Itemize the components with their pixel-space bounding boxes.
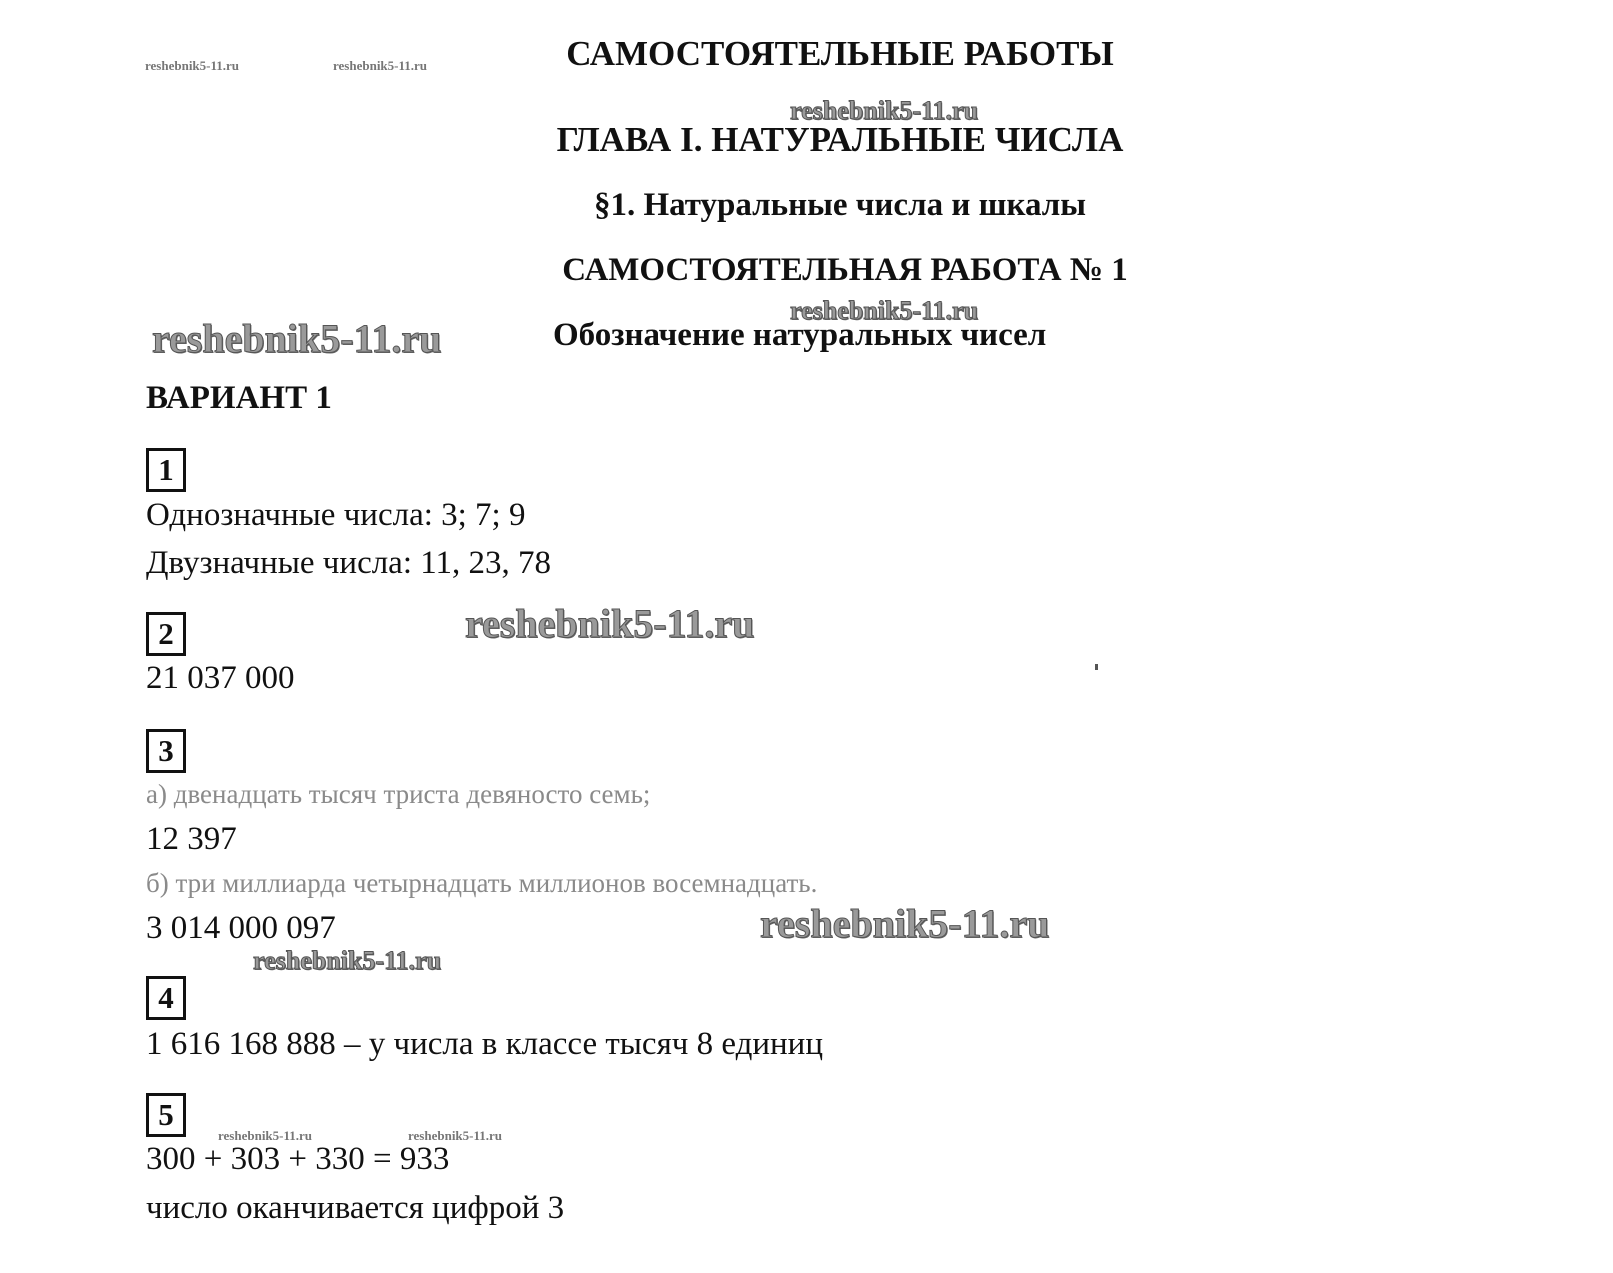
task-number: 5 (146, 1093, 186, 1137)
task-number: 4 (146, 976, 186, 1020)
task-1-line-2: Двузначные числа: 11, 23, 78 (146, 545, 552, 581)
task-3-answer-b: 3 014 000 097 (146, 910, 336, 946)
task-number: 2 (146, 612, 186, 656)
task-number: 3 (146, 729, 186, 773)
task-3-answer-a: 12 397 (146, 821, 237, 857)
task-2-answer: 21 037 000 (146, 660, 295, 696)
watermark-large: reshebnik5-11.ru (760, 901, 1050, 946)
task-5-line-2: число оканчивается цифрой 3 (146, 1190, 565, 1226)
watermark-large: reshebnik5-11.ru (152, 316, 442, 361)
watermark-small: reshebnik5-11.ru (333, 58, 428, 73)
work-title: САМОСТОЯТЕЛЬНАЯ РАБОТА № 1 (562, 252, 1128, 288)
task-3-question-a: а) двенадцать тысяч триста девяносто семь; (146, 779, 651, 809)
chapter-title: ГЛАВА I. НАТУРАЛЬНЫЕ ЧИСЛА (556, 120, 1124, 159)
watermark: reshebnik5-11.ru (790, 96, 979, 125)
section-title: §1. Натуральные числа и шкалы (593, 187, 1087, 223)
page-title: САМОСТОЯТЕЛЬНЫЕ РАБОТЫ (566, 34, 1114, 73)
task-5-line-1: 300 + 303 + 330 = 933 (146, 1141, 450, 1177)
watermark: reshebnik5-11.ru (790, 296, 979, 325)
task-1-line-1: Однозначные числа: 3; 7; 9 (146, 497, 526, 533)
variant-label: ВАРИАНТ 1 (146, 380, 332, 416)
task-3-question-b: б) три миллиарда четырнадцать миллионов восемнадцать. (146, 868, 818, 898)
speck (1095, 664, 1098, 670)
task-number: 1 (146, 448, 186, 492)
watermark-small: reshebnik5-11.ru (145, 58, 240, 73)
task-4-answer: 1 616 168 888 – у числа в классе тысяч 8 единиц (146, 1026, 823, 1062)
watermark: reshebnik5-11.ru (253, 946, 442, 975)
watermark-small: reshebnik5-11.ru (408, 1128, 503, 1143)
watermark-small: reshebnik5-11.ru (218, 1128, 313, 1143)
watermark-large: reshebnik5-11.ru (465, 601, 755, 646)
topic-title: Обозначение натуральных чисел (553, 317, 1047, 353)
